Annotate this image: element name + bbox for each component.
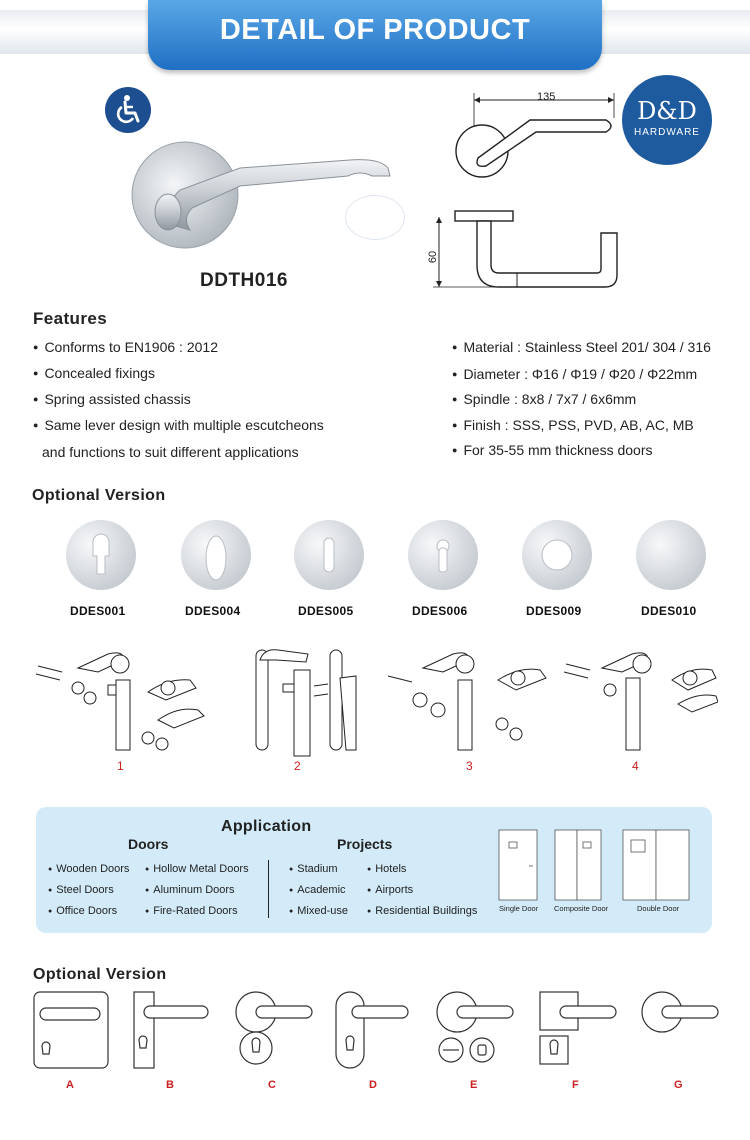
door-type-label: Composite Door xyxy=(554,904,609,913)
logo-main-text: D&D xyxy=(637,97,697,125)
installation-number: 3 xyxy=(466,759,473,773)
escutcheon-label: DDES009 xyxy=(526,604,582,618)
install-diagram-3 xyxy=(388,653,546,750)
project-type-item: ● Mixed-use xyxy=(289,905,348,917)
application-title: Application xyxy=(221,818,312,835)
installation-diagrams xyxy=(28,640,718,760)
option-letter: A xyxy=(66,1079,74,1091)
project-type-item: ● Residential Buildings xyxy=(367,905,477,917)
spec-item: ● Material : Stainless Steel 201/ 304 / 316 xyxy=(452,339,711,355)
option-letter: C xyxy=(268,1079,276,1091)
wheelchair-icon xyxy=(105,87,151,133)
escutcheon-ddes005 xyxy=(294,520,364,590)
door-type-illustrations xyxy=(495,826,700,904)
door-type-item: ● Hollow Metal Doors xyxy=(145,863,249,875)
door-type-item: ● Steel Doors xyxy=(48,884,114,896)
dimension-height: 60 xyxy=(427,250,440,264)
door-type-item: ● Office Doors xyxy=(48,905,117,917)
brand-logo xyxy=(622,75,712,165)
option-a-drawing xyxy=(34,992,108,1068)
watermark-seal xyxy=(345,195,405,240)
lever-options-row xyxy=(30,988,730,1073)
spec-item: ● Spindle : 8x8 / 7x7 / 6x6mm xyxy=(452,391,636,407)
installation-number: 1 xyxy=(117,759,124,773)
escutcheon-label: DDES010 xyxy=(641,604,697,618)
projects-title: Projects xyxy=(337,836,393,852)
feature-item-continued: and functions to suit different applications xyxy=(42,444,299,460)
installation-number: 2 xyxy=(294,759,301,773)
project-type-item: ● Stadium xyxy=(289,863,338,875)
option-f-drawing xyxy=(540,992,616,1064)
project-type-item: ● Hotels xyxy=(367,863,406,875)
doors-title: Doors xyxy=(128,836,169,852)
option-e-drawing xyxy=(437,992,513,1062)
feature-item: ● Spring assisted chassis xyxy=(33,391,191,407)
escutcheon-ddes010 xyxy=(636,520,706,590)
side-view-drawing xyxy=(425,205,625,300)
escutcheon-label: DDES006 xyxy=(412,604,468,618)
option-g-drawing xyxy=(642,992,718,1032)
door-type-item: ● Wooden Doors xyxy=(48,863,129,875)
project-type-item: ● Airports xyxy=(367,884,413,896)
option-letter: D xyxy=(369,1079,377,1091)
composite-door-illustration xyxy=(555,830,601,900)
single-door-illustration xyxy=(499,830,537,900)
escutcheon-label: DDES005 xyxy=(298,604,354,618)
escutcheon-ddes001 xyxy=(66,520,136,590)
optional-version-title: Optional Version xyxy=(32,487,166,504)
option-d-drawing xyxy=(336,992,408,1068)
option-letter: B xyxy=(166,1079,174,1091)
feature-item: ● Concealed fixings xyxy=(33,365,155,381)
logo-sub-text: HARDWARE xyxy=(634,127,700,138)
application-divider xyxy=(268,860,269,918)
escutcheon-ddes009 xyxy=(522,520,592,590)
product-code: DDTH016 xyxy=(200,270,288,291)
door-type-label: Double Door xyxy=(637,904,680,913)
page-title: DETAIL OF PRODUCT xyxy=(219,14,531,46)
spec-item: ● For 35-55 mm thickness doors xyxy=(452,442,653,458)
escutcheon-label: DDES001 xyxy=(70,604,126,618)
door-type-label: Single Door xyxy=(499,904,539,913)
escutcheon-ddes004 xyxy=(181,520,251,590)
escutcheon-row xyxy=(60,518,720,596)
installation-number: 4 xyxy=(632,759,639,773)
escutcheon-label: DDES004 xyxy=(185,604,241,618)
feature-item: ● Conforms to EN1906 : 2012 xyxy=(33,339,218,355)
optional-version-title-2: Optional Version xyxy=(33,966,167,983)
features-title: Features xyxy=(33,309,108,328)
top-view-drawing xyxy=(440,88,620,188)
door-type-item: ● Aluminum Doors xyxy=(145,884,235,896)
escutcheon-ddes006 xyxy=(408,520,478,590)
option-b-drawing xyxy=(134,992,208,1068)
door-type-item: ● Fire-Rated Doors xyxy=(145,905,238,917)
install-diagram-2 xyxy=(256,650,356,756)
double-door-illustration xyxy=(623,830,689,900)
dimension-width: 135 xyxy=(537,91,556,103)
install-diagram-1 xyxy=(36,653,204,750)
option-letter: F xyxy=(572,1079,579,1091)
spec-item: ● Diameter : Φ16 / Φ19 / Φ20 / Φ22mm xyxy=(452,366,697,382)
option-letter: G xyxy=(674,1079,683,1091)
project-type-item: ● Academic xyxy=(289,884,346,896)
option-letter: E xyxy=(470,1079,478,1091)
feature-item: ● Same lever design with multiple escutcheons xyxy=(33,417,324,433)
option-c-drawing xyxy=(236,992,312,1064)
install-diagram-4 xyxy=(564,653,718,750)
spec-item: ● Finish : SSS, PSS, PVD, AB, AC, MB xyxy=(452,417,694,433)
